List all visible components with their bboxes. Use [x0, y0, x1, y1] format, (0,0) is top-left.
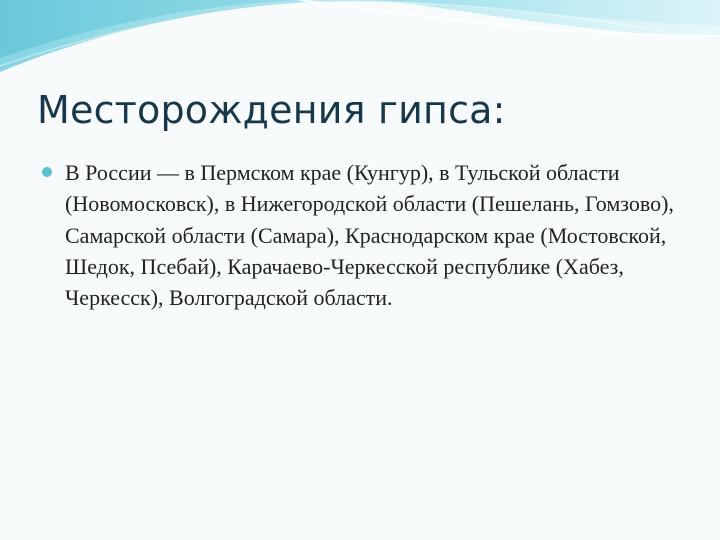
slide-content — [37, 157, 687, 313]
bullet-text: В России — в Пермском крае (Кунгур), в Тульской области (Новомосковск), в Нижегородской области (Пешелань, Гомзово), Самарской области (Самара), Краснодарском крае (Мостовской, Шедок, Псебай), Карачаево-Черкесской республике (Хабез, Черкесск), Волгоградской области. — [65, 160, 674, 311]
wave-decoration — [0, 0, 720, 90]
circle-bullet-icon — [42, 167, 52, 177]
slide-title: Месторождения гипса: — [37, 88, 506, 132]
bullet-item — [37, 157, 687, 313]
